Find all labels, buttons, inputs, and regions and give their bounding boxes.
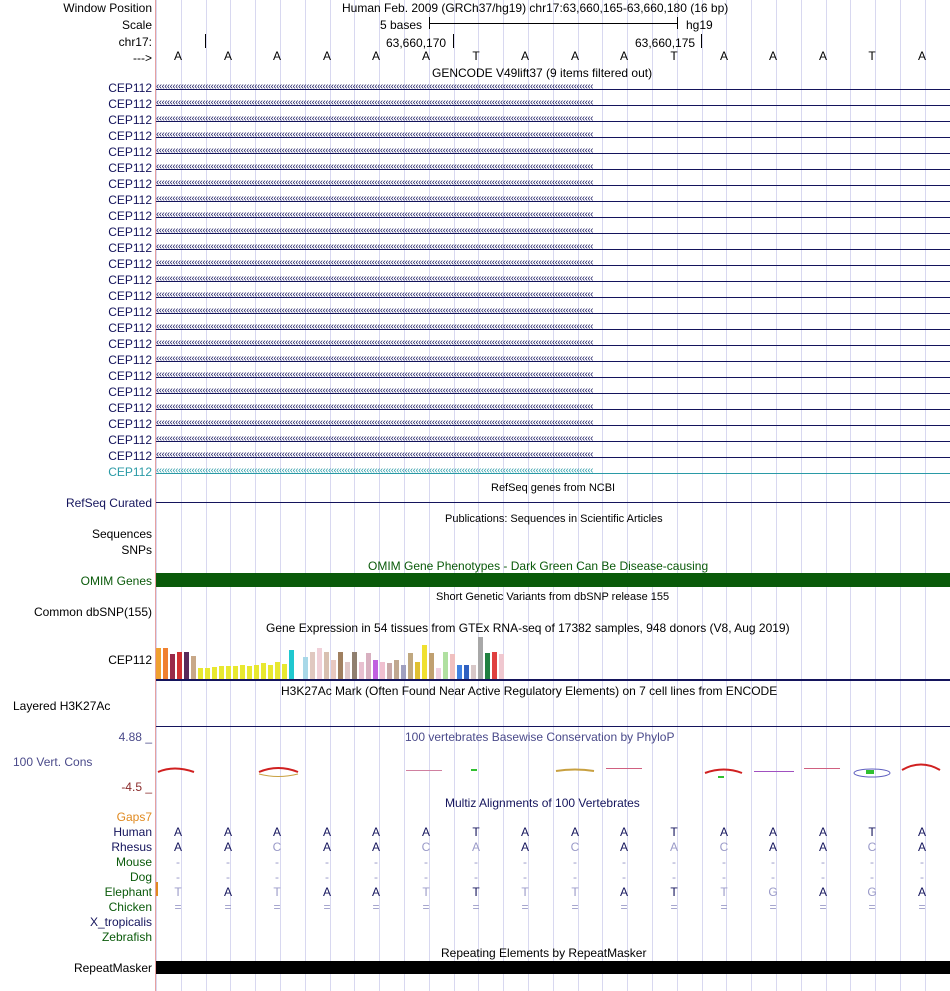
gencode-transcript[interactable] (156, 387, 950, 401)
alignment-base: G (768, 885, 778, 899)
reference-base: A (322, 49, 331, 63)
gtex-tissue-bar[interactable] (464, 665, 469, 679)
alignment-base: A (619, 825, 628, 839)
gtex-tissue-bar[interactable] (338, 652, 343, 679)
species-label-human[interactable]: Human (113, 825, 152, 839)
gencode-transcript[interactable] (156, 307, 950, 321)
reference-base: A (917, 49, 926, 63)
alignment-base: A (223, 840, 232, 854)
strand-arrows: ‹‹‹‹‹‹‹‹‹‹‹‹‹‹‹‹‹‹‹‹‹‹‹‹‹‹‹‹‹‹‹‹‹‹‹‹‹‹‹‹‹‹‹‹‹‹‹‹‹‹‹‹‹‹‹‹‹‹‹‹‹‹‹‹‹‹‹‹‹‹‹‹‹‹‹‹‹‹‹‹‹‹‹‹‹‹‹‹‹‹‹‹‹‹‹‹‹‹‹‹‹‹‹‹‹‹‹‹‹‹‹‹‹‹‹‹‹‹‹‹‹‹‹‹‹‹‹‹‹‹‹‹‹‹‹‹‹‹‹‹‹‹‹‹‹‹‹‹‹‹‹‹‹‹‹‹‹‹‹‹ (156, 179, 593, 188)
alignment-base: A (421, 825, 430, 839)
alignment-base: T (273, 885, 281, 899)
alignment-base: = (819, 900, 827, 914)
gencode-transcript[interactable] (156, 99, 950, 113)
strand-arrows: ‹‹‹‹‹‹‹‹‹‹‹‹‹‹‹‹‹‹‹‹‹‹‹‹‹‹‹‹‹‹‹‹‹‹‹‹‹‹‹‹‹‹‹‹‹‹‹‹‹‹‹‹‹‹‹‹‹‹‹‹‹‹‹‹‹‹‹‹‹‹‹‹‹‹‹‹‹‹‹‹‹‹‹‹‹‹‹‹‹‹‹‹‹‹‹‹‹‹‹‹‹‹‹‹‹‹‹‹‹‹‹‹‹‹‹‹‹‹‹‹‹‹‹‹‹‹‹‹‹‹‹‹‹‹‹‹‹‹‹‹‹‹‹‹‹‹‹‹‹‹‹‹‹‹‹‹‹‹‹‹ (156, 147, 593, 156)
gencode-transcript[interactable] (156, 371, 950, 385)
gtex-tissue-bar[interactable] (401, 665, 406, 679)
alignment-base: C (421, 840, 431, 854)
alignment-base: A (917, 840, 926, 854)
multiz-title: Multiz Alignments of 100 Vertebrates (445, 796, 640, 810)
alignment-base: T (571, 885, 579, 899)
alignment-base: - (672, 855, 676, 869)
gencode-transcript[interactable] (156, 435, 950, 449)
alignment-base: C (867, 840, 877, 854)
alignment-base: T (670, 885, 678, 899)
gencode-gene-label[interactable]: CEP112 (108, 417, 152, 431)
gencode-transcript[interactable] (156, 419, 950, 433)
gtex-tissue-bar[interactable] (408, 653, 413, 679)
alignment-base: C (272, 840, 282, 854)
alignment-base: A (619, 840, 628, 854)
alignment-base: - (722, 870, 726, 884)
reference-base: A (223, 49, 232, 63)
omim-bar[interactable] (156, 573, 950, 587)
species-label-x_tropicalis[interactable]: X_tropicalis (89, 915, 152, 929)
alignment-base: A (322, 840, 331, 854)
alignment-base: T (472, 885, 480, 899)
gtex-tissue-bar[interactable] (380, 662, 385, 679)
gtex-tissue-bar[interactable] (457, 665, 462, 679)
alignment-base: A (818, 825, 827, 839)
alignment-base: - (920, 870, 924, 884)
species-label-elephant[interactable]: Elephant (104, 885, 152, 899)
strand-arrows: ‹‹‹‹‹‹‹‹‹‹‹‹‹‹‹‹‹‹‹‹‹‹‹‹‹‹‹‹‹‹‹‹‹‹‹‹‹‹‹‹‹‹‹‹‹‹‹‹‹‹‹‹‹‹‹‹‹‹‹‹‹‹‹‹‹‹‹‹‹‹‹‹‹‹‹‹‹‹‹‹‹‹‹‹‹‹‹‹‹‹‹‹‹‹‹‹‹‹‹‹‹‹‹‹‹‹‹‹‹‹‹‹‹‹‹‹‹‹‹‹‹‹‹‹‹‹‹‹‹‹‹‹‹‹‹‹‹‹‹‹‹‹‹‹‹‹‹‹‹‹‹‹‹‹‹‹‹‹‹‹ (156, 99, 593, 108)
gencode-gene-label[interactable]: CEP112 (108, 321, 152, 335)
h3k27ac-label[interactable]: Layered H3K27Ac (13, 699, 111, 713)
gencode-gene-label[interactable]: CEP112 (108, 257, 152, 271)
gtex-tissue-bar[interactable] (303, 657, 308, 679)
alignment-base: - (176, 870, 180, 884)
reference-base: A (619, 49, 628, 63)
gtex-tissue-bar[interactable] (184, 652, 189, 679)
alignment-base: - (325, 855, 329, 869)
alignment-base: T (670, 825, 678, 839)
gencode-gene-label[interactable]: CEP112 (108, 401, 152, 415)
alignment-base: = (472, 900, 480, 914)
phylop-label[interactable]: 100 Vert. Cons (13, 755, 93, 769)
strand-label: ---> (133, 51, 152, 65)
alignment-base: A (768, 825, 777, 839)
species-label-mouse[interactable]: Mouse (115, 855, 152, 869)
reference-base: A (818, 49, 827, 63)
gtex-tissue-bar[interactable] (492, 652, 497, 679)
strand-arrows: ‹‹‹‹‹‹‹‹‹‹‹‹‹‹‹‹‹‹‹‹‹‹‹‹‹‹‹‹‹‹‹‹‹‹‹‹‹‹‹‹‹‹‹‹‹‹‹‹‹‹‹‹‹‹‹‹‹‹‹‹‹‹‹‹‹‹‹‹‹‹‹‹‹‹‹‹‹‹‹‹‹‹‹‹‹‹‹‹‹‹‹‹‹‹‹‹‹‹‹‹‹‹‹‹‹‹‹‹‹‹‹‹‹‹‹‹‹‹‹‹‹‹‹‹‹‹‹‹‹‹‹‹‹‹‹‹‹‹‹‹‹‹‹‹‹‹‹‹‹‹‹‹‹‹‹‹‹‹‹‹ (156, 83, 593, 92)
alignment-base: A (471, 840, 480, 854)
strand-arrows: ‹‹‹‹‹‹‹‹‹‹‹‹‹‹‹‹‹‹‹‹‹‹‹‹‹‹‹‹‹‹‹‹‹‹‹‹‹‹‹‹‹‹‹‹‹‹‹‹‹‹‹‹‹‹‹‹‹‹‹‹‹‹‹‹‹‹‹‹‹‹‹‹‹‹‹‹‹‹‹‹‹‹‹‹‹‹‹‹‹‹‹‹‹‹‹‹‹‹‹‹‹‹‹‹‹‹‹‹‹‹‹‹‹‹‹‹‹‹‹‹‹‹‹‹‹‹‹‹‹‹‹‹‹‹‹‹‹‹‹‹‹‹‹‹‹‹‹‹‹‹‹‹‹‹‹‹‹‹‹‹ (156, 259, 593, 268)
strand-arrows: ‹‹‹‹‹‹‹‹‹‹‹‹‹‹‹‹‹‹‹‹‹‹‹‹‹‹‹‹‹‹‹‹‹‹‹‹‹‹‹‹‹‹‹‹‹‹‹‹‹‹‹‹‹‹‹‹‹‹‹‹‹‹‹‹‹‹‹‹‹‹‹‹‹‹‹‹‹‹‹‹‹‹‹‹‹‹‹‹‹‹‹‹‹‹‹‹‹‹‹‹‹‹‹‹‹‹‹‹‹‹‹‹‹‹‹‹‹‹‹‹‹‹‹‹‹‹‹‹‹‹‹‹‹‹‹‹‹‹‹‹‹‹‹‹‹‹‹‹‹‹‹‹‹‹‹‹‹‹‹‹ (156, 275, 593, 284)
strand-arrows: ‹‹‹‹‹‹‹‹‹‹‹‹‹‹‹‹‹‹‹‹‹‹‹‹‹‹‹‹‹‹‹‹‹‹‹‹‹‹‹‹‹‹‹‹‹‹‹‹‹‹‹‹‹‹‹‹‹‹‹‹‹‹‹‹‹‹‹‹‹‹‹‹‹‹‹‹‹‹‹‹‹‹‹‹‹‹‹‹‹‹‹‹‹‹‹‹‹‹‹‹‹‹‹‹‹‹‹‹‹‹‹‹‹‹‹‹‹‹‹‹‹‹‹‹‹‹‹‹‹‹‹‹‹‹‹‹‹‹‹‹‹‹‹‹‹‹‹‹‹‹‹‹‹‹‹‹‹‹‹‹ (156, 323, 593, 332)
reference-base: T (472, 49, 480, 63)
alignment-base: T (422, 885, 430, 899)
alignment-base: - (374, 870, 378, 884)
alignment-base: A (917, 885, 926, 899)
gencode-gene-label[interactable]: CEP112 (108, 129, 152, 143)
coord-tick-2 (701, 34, 702, 48)
gencode-transcript[interactable] (156, 467, 950, 481)
gencode-gene-label[interactable]: CEP112 (108, 145, 152, 159)
gencode-transcript[interactable] (156, 131, 950, 145)
species-label-zebrafish[interactable]: Zebrafish (101, 930, 152, 944)
reference-base: T (868, 49, 876, 63)
strand-arrows: ‹‹‹‹‹‹‹‹‹‹‹‹‹‹‹‹‹‹‹‹‹‹‹‹‹‹‹‹‹‹‹‹‹‹‹‹‹‹‹‹‹‹‹‹‹‹‹‹‹‹‹‹‹‹‹‹‹‹‹‹‹‹‹‹‹‹‹‹‹‹‹‹‹‹‹‹‹‹‹‹‹‹‹‹‹‹‹‹‹‹‹‹‹‹‹‹‹‹‹‹‹‹‹‹‹‹‹‹‹‹‹‹‹‹‹‹‹‹‹‹‹‹‹‹‹‹‹‹‹‹‹‹‹‹‹‹‹‹‹‹‹‹‹‹‹‹‹‹‹‹‹‹‹‹‹‹‹‹‹‹ (156, 291, 593, 300)
gencode-transcript[interactable] (156, 291, 950, 305)
scale-text: 5 bases (380, 18, 423, 32)
gtex-tissue-bar[interactable] (254, 665, 259, 679)
reference-base: A (371, 49, 380, 63)
alignment-base: A (520, 840, 529, 854)
gtex-tissue-bar[interactable] (443, 652, 448, 679)
gencode-transcript[interactable] (156, 179, 950, 193)
gtex-tissue-bar[interactable] (198, 668, 203, 679)
strand-arrows: ‹‹‹‹‹‹‹‹‹‹‹‹‹‹‹‹‹‹‹‹‹‹‹‹‹‹‹‹‹‹‹‹‹‹‹‹‹‹‹‹‹‹‹‹‹‹‹‹‹‹‹‹‹‹‹‹‹‹‹‹‹‹‹‹‹‹‹‹‹‹‹‹‹‹‹‹‹‹‹‹‹‹‹‹‹‹‹‹‹‹‹‹‹‹‹‹‹‹‹‹‹‹‹‹‹‹‹‹‹‹‹‹‹‹‹‹‹‹‹‹‹‹‹‹‹‹‹‹‹‹‹‹‹‹‹‹‹‹‹‹‹‹‹‹‹‹‹‹‹‹‹‹‹‹‹‹‹‹‹‹ (156, 387, 593, 396)
gencode-transcript[interactable] (156, 355, 950, 369)
alignment-base: - (424, 870, 428, 884)
alignment-base: - (622, 870, 626, 884)
alignment-base: A (371, 885, 380, 899)
alignment-base: = (323, 900, 331, 914)
refseq-label[interactable]: RefSeq Curated (65, 496, 152, 510)
track-labels-column (0, 0, 155, 991)
repeatmasker-title: Repeating Elements by RepeatMasker (441, 946, 647, 960)
pubs-title: Publications: Sequences in Scientific Articles (445, 513, 663, 525)
alignment-base: = (521, 900, 529, 914)
gtex-tissue-bar[interactable] (191, 656, 196, 679)
gencode-transcript[interactable] (156, 323, 950, 337)
alignment-base: - (672, 870, 676, 884)
gtex-tissue-bar[interactable] (317, 648, 322, 679)
gtex-tissue-bar[interactable] (394, 660, 399, 679)
alignment-base: - (474, 870, 478, 884)
alignment-base: - (374, 855, 378, 869)
gtex-tissue-bar[interactable] (422, 645, 427, 679)
alignment-base: A (619, 885, 628, 899)
alignment-base: - (226, 870, 230, 884)
phylop-signal (156, 755, 950, 785)
gencode-gene-label[interactable]: CEP112 (108, 177, 152, 191)
strand-arrows: ‹‹‹‹‹‹‹‹‹‹‹‹‹‹‹‹‹‹‹‹‹‹‹‹‹‹‹‹‹‹‹‹‹‹‹‹‹‹‹‹‹‹‹‹‹‹‹‹‹‹‹‹‹‹‹‹‹‹‹‹‹‹‹‹‹‹‹‹‹‹‹‹‹‹‹‹‹‹‹‹‹‹‹‹‹‹‹‹‹‹‹‹‹‹‹‹‹‹‹‹‹‹‹‹‹‹‹‹‹‹‹‹‹‹‹‹‹‹‹‹‹‹‹‹‹‹‹‹‹‹‹‹‹‹‹‹‹‹‹‹‹‹‹‹‹‹‹‹‹‹‹‹‹‹‹‹‹‹‹‹ (156, 227, 593, 236)
alignment-base: A (371, 840, 380, 854)
gtex-tissue-bar[interactable] (177, 652, 182, 679)
track-area[interactable] (156, 0, 950, 991)
gtex-tissue-bar[interactable] (226, 666, 231, 679)
gtex-tissue-bar[interactable] (359, 662, 364, 679)
gtex-tissue-bar[interactable] (366, 653, 371, 679)
gencode-gene-label[interactable]: CEP112 (108, 193, 152, 207)
gtex-tissue-bar[interactable] (240, 665, 245, 679)
alignment-base: A (322, 885, 331, 899)
strand-arrows: ‹‹‹‹‹‹‹‹‹‹‹‹‹‹‹‹‹‹‹‹‹‹‹‹‹‹‹‹‹‹‹‹‹‹‹‹‹‹‹‹‹‹‹‹‹‹‹‹‹‹‹‹‹‹‹‹‹‹‹‹‹‹‹‹‹‹‹‹‹‹‹‹‹‹‹‹‹‹‹‹‹‹‹‹‹‹‹‹‹‹‹‹‹‹‹‹‹‹‹‹‹‹‹‹‹‹‹‹‹‹‹‹‹‹‹‹‹‹‹‹‹‹‹‹‹‹‹‹‹‹‹‹‹‹‹‹‹‹‹‹‹‹‹‹‹‹‹‹‹‹‹‹‹‹‹‹‹‹‹‹ (156, 115, 593, 124)
strand-arrows: ‹‹‹‹‹‹‹‹‹‹‹‹‹‹‹‹‹‹‹‹‹‹‹‹‹‹‹‹‹‹‹‹‹‹‹‹‹‹‹‹‹‹‹‹‹‹‹‹‹‹‹‹‹‹‹‹‹‹‹‹‹‹‹‹‹‹‹‹‹‹‹‹‹‹‹‹‹‹‹‹‹‹‹‹‹‹‹‹‹‹‹‹‹‹‹‹‹‹‹‹‹‹‹‹‹‹‹‹‹‹‹‹‹‹‹‹‹‹‹‹‹‹‹‹‹‹‹‹‹‹‹‹‹‹‹‹‹‹‹‹‹‹‹‹‹‹‹‹‹‹‹‹‹‹‹‹‹‹‹‹ (156, 163, 593, 172)
alignment-base: = (273, 900, 281, 914)
gencode-transcript[interactable] (156, 147, 950, 161)
alignment-base: = (868, 900, 876, 914)
gtex-tissue-bar[interactable] (373, 660, 378, 679)
alignment-base: T (472, 825, 480, 839)
alignment-base: A (173, 825, 182, 839)
phylop-title: 100 vertebrates Basewise Conservation by PhyloP (405, 730, 675, 744)
gencode-transcript[interactable] (156, 115, 950, 129)
strand-arrows: ‹‹‹‹‹‹‹‹‹‹‹‹‹‹‹‹‹‹‹‹‹‹‹‹‹‹‹‹‹‹‹‹‹‹‹‹‹‹‹‹‹‹‹‹‹‹‹‹‹‹‹‹‹‹‹‹‹‹‹‹‹‹‹‹‹‹‹‹‹‹‹‹‹‹‹‹‹‹‹‹‹‹‹‹‹‹‹‹‹‹‹‹‹‹‹‹‹‹‹‹‹‹‹‹‹‹‹‹‹‹‹‹‹‹‹‹‹‹‹‹‹‹‹‹‹‹‹‹‹‹‹‹‹‹‹‹‹‹‹‹‹‹‹‹‹‹‹‹‹‹‹‹‹‹‹‹‹‹‹‹ (156, 195, 593, 204)
repeatmasker-bar[interactable] (156, 961, 950, 974)
alignment-base: - (474, 855, 478, 869)
scale-bar (429, 23, 677, 24)
alignment-base: A (669, 840, 678, 854)
strand-arrows: ‹‹‹‹‹‹‹‹‹‹‹‹‹‹‹‹‹‹‹‹‹‹‹‹‹‹‹‹‹‹‹‹‹‹‹‹‹‹‹‹‹‹‹‹‹‹‹‹‹‹‹‹‹‹‹‹‹‹‹‹‹‹‹‹‹‹‹‹‹‹‹‹‹‹‹‹‹‹‹‹‹‹‹‹‹‹‹‹‹‹‹‹‹‹‹‹‹‹‹‹‹‹‹‹‹‹‹‹‹‹‹‹‹‹‹‹‹‹‹‹‹‹‹‹‹‹‹‹‹‹‹‹‹‹‹‹‹‹‹‹‹‹‹‹‹‹‹‹‹‹‹‹‹‹‹‹‹‹‹‹ (156, 371, 593, 380)
alignment-base: T (720, 885, 728, 899)
gtex-tissue-bar[interactable] (289, 650, 294, 679)
assembly-label: hg19 (686, 18, 713, 32)
gtex-tissue-bar[interactable] (429, 653, 434, 679)
gtex-tissue-bar[interactable] (212, 667, 217, 679)
species-label-rhesus[interactable]: Rhesus (111, 840, 152, 854)
strand-arrows: ‹‹‹‹‹‹‹‹‹‹‹‹‹‹‹‹‹‹‹‹‹‹‹‹‹‹‹‹‹‹‹‹‹‹‹‹‹‹‹‹‹‹‹‹‹‹‹‹‹‹‹‹‹‹‹‹‹‹‹‹‹‹‹‹‹‹‹‹‹‹‹‹‹‹‹‹‹‹‹‹‹‹‹‹‹‹‹‹‹‹‹‹‹‹‹‹‹‹‹‹‹‹‹‹‹‹‹‹‹‹‹‹‹‹‹‹‹‹‹‹‹‹‹‹‹‹‹‹‹‹‹‹‹‹‹‹‹‹‹‹‹‹‹‹‹‹‹‹‹‹‹‹‹‹‹‹‹‹‹‹ (156, 419, 593, 428)
alignment-base: A (768, 840, 777, 854)
gencode-gene-label[interactable]: CEP112 (108, 385, 152, 399)
omim-label[interactable]: OMIM Genes (80, 574, 152, 588)
alignment-base: - (771, 870, 775, 884)
alignment-base: A (520, 825, 529, 839)
alignment-base: - (722, 855, 726, 869)
gtex-baseline (156, 679, 950, 681)
alignment-base: = (670, 900, 678, 914)
gtex-tissue-bar[interactable] (247, 666, 252, 679)
strand-arrows: ‹‹‹‹‹‹‹‹‹‹‹‹‹‹‹‹‹‹‹‹‹‹‹‹‹‹‹‹‹‹‹‹‹‹‹‹‹‹‹‹‹‹‹‹‹‹‹‹‹‹‹‹‹‹‹‹‹‹‹‹‹‹‹‹‹‹‹‹‹‹‹‹‹‹‹‹‹‹‹‹‹‹‹‹‹‹‹‹‹‹‹‹‹‹‹‹‹‹‹‹‹‹‹‹‹‹‹‹‹‹‹‹‹‹‹‹‹‹‹‹‹‹‹‹‹‹‹‹‹‹‹‹‹‹‹‹‹‹‹‹‹‹‹‹‹‹‹‹‹‹‹‹‹‹‹‹‹‹‹‹ (156, 451, 593, 460)
alignment-base: G (867, 885, 877, 899)
refseq-title: RefSeq genes from NCBI (491, 482, 616, 494)
gencode-gene-label[interactable]: CEP112 (108, 209, 152, 223)
alignment-base: = (571, 900, 579, 914)
alignment-base: A (570, 825, 579, 839)
gtex-tissue-bar[interactable] (233, 666, 238, 679)
gtex-tissue-bar[interactable] (415, 662, 420, 679)
omim-title: OMIM Gene Phenotypes - Dark Green Can Be Disease-causing (368, 559, 709, 573)
species-label-chicken[interactable]: Chicken (108, 900, 152, 914)
pubs-sequences-label[interactable]: Sequences (91, 527, 152, 541)
reference-base: A (768, 49, 777, 63)
reference-base: A (173, 49, 182, 63)
gtex-tissue-bar[interactable] (331, 660, 336, 679)
alignment-base: - (424, 855, 428, 869)
gencode-transcript[interactable] (156, 163, 950, 177)
strand-arrows: ‹‹‹‹‹‹‹‹‹‹‹‹‹‹‹‹‹‹‹‹‹‹‹‹‹‹‹‹‹‹‹‹‹‹‹‹‹‹‹‹‹‹‹‹‹‹‹‹‹‹‹‹‹‹‹‹‹‹‹‹‹‹‹‹‹‹‹‹‹‹‹‹‹‹‹‹‹‹‹‹‹‹‹‹‹‹‹‹‹‹‹‹‹‹‹‹‹‹‹‹‹‹‹‹‹‹‹‹‹‹‹‹‹‹‹‹‹‹‹‹‹‹‹‹‹‹‹‹‹‹‹‹‹‹‹‹‹‹‹‹‹‹‹‹‹‹‹‹‹‹‹‹‹‹‹‹‹‹‹‹ (156, 435, 593, 444)
gencode-gene-label[interactable]: CEP112 (108, 369, 152, 383)
scale-label: Scale (121, 18, 152, 32)
alignment-base: T (868, 825, 876, 839)
gtex-tissue-bar[interactable] (324, 652, 329, 679)
gencode-gene-label[interactable]: CEP112 (108, 113, 152, 127)
strand-arrows: ‹‹‹‹‹‹‹‹‹‹‹‹‹‹‹‹‹‹‹‹‹‹‹‹‹‹‹‹‹‹‹‹‹‹‹‹‹‹‹‹‹‹‹‹‹‹‹‹‹‹‹‹‹‹‹‹‹‹‹‹‹‹‹‹‹‹‹‹‹‹‹‹‹‹‹‹‹‹‹‹‹‹‹‹‹‹‹‹‹‹‹‹‹‹‹‹‹‹‹‹‹‹‹‹‹‹‹‹‹‹‹‹‹‹‹‹‹‹‹‹‹‹‹‹‹‹‹‹‹‹‹‹‹‹‹‹‹‹‹‹‹‹‹‹‹‹‹‹‹‹‹‹‹‹‹‹‹‹‹‹ (156, 211, 593, 220)
alignment-base: = (720, 900, 728, 914)
alignment-base: - (920, 855, 924, 869)
gtex-tissue-bar[interactable] (352, 652, 357, 679)
reference-base: A (520, 49, 529, 63)
scale-bar-right-tick (677, 17, 678, 29)
coord-1: 63,660,170 (386, 36, 447, 50)
gencode-transcript[interactable] (156, 227, 950, 241)
alignment-base: - (176, 855, 180, 869)
alignment-base: - (771, 855, 775, 869)
gtex-tissue-bar[interactable] (436, 668, 441, 679)
strand-arrows: ‹‹‹‹‹‹‹‹‹‹‹‹‹‹‹‹‹‹‹‹‹‹‹‹‹‹‹‹‹‹‹‹‹‹‹‹‹‹‹‹‹‹‹‹‹‹‹‹‹‹‹‹‹‹‹‹‹‹‹‹‹‹‹‹‹‹‹‹‹‹‹‹‹‹‹‹‹‹‹‹‹‹‹‹‹‹‹‹‹‹‹‹‹‹‹‹‹‹‹‹‹‹‹‹‹‹‹‹‹‹‹‹‹‹‹‹‹‹‹‹‹‹‹‹‹‹‹‹‹‹‹‹‹‹‹‹‹‹‹‹‹‹‹‹‹‹‹‹‹‹‹‹‹‹‹‹‹‹‹‹ (156, 307, 593, 316)
gtex-tissue-bar[interactable] (219, 666, 224, 679)
gencode-transcript[interactable] (156, 451, 950, 465)
refseq-line[interactable] (156, 502, 950, 503)
alignment-base: A (719, 825, 728, 839)
gencode-gene-label[interactable]: CEP112 (108, 449, 152, 463)
gtex-tissue-bar[interactable] (345, 662, 350, 679)
reference-base: A (421, 49, 430, 63)
alignment-base: - (275, 870, 279, 884)
strand-arrows: ‹‹‹‹‹‹‹‹‹‹‹‹‹‹‹‹‹‹‹‹‹‹‹‹‹‹‹‹‹‹‹‹‹‹‹‹‹‹‹‹‹‹‹‹‹‹‹‹‹‹‹‹‹‹‹‹‹‹‹‹‹‹‹‹‹‹‹‹‹‹‹‹‹‹‹‹‹‹‹‹‹‹‹‹‹‹‹‹‹‹‹‹‹‹‹‹‹‹‹‹‹‹‹‹‹‹‹‹‹‹‹‹‹‹‹‹‹‹‹‹‹‹‹‹‹‹‹‹‹‹‹‹‹‹‹‹‹‹‹‹‹‹‹‹‹‹‹‹‹‹‹‹‹‹‹‹‹‹‹‹ (156, 339, 593, 348)
alignment-base: A (322, 825, 331, 839)
gencode-title: GENCODE V49lift37 (9 items filtered out) (432, 66, 653, 80)
alignment-base: - (821, 870, 825, 884)
gtex-tissue-bar[interactable] (499, 654, 504, 679)
gencode-transcript[interactable] (156, 259, 950, 273)
gencode-gene-label[interactable]: CEP112 (108, 97, 152, 111)
gtex-title: Gene Expression in 54 tissues from GTEx RNA-seq of 17382 samples, 948 donors (V8, Aug 2019) (266, 621, 790, 635)
gaps-label: Gaps7 (116, 810, 152, 824)
strand-arrows: ‹‹‹‹‹‹‹‹‹‹‹‹‹‹‹‹‹‹‹‹‹‹‹‹‹‹‹‹‹‹‹‹‹‹‹‹‹‹‹‹‹‹‹‹‹‹‹‹‹‹‹‹‹‹‹‹‹‹‹‹‹‹‹‹‹‹‹‹‹‹‹‹‹‹‹‹‹‹‹‹‹‹‹‹‹‹‹‹‹‹‹‹‹‹‹‹‹‹‹‹‹‹‹‹‹‹‹‹‹‹‹‹‹‹‹‹‹‹‹‹‹‹‹‹‹‹‹‹‹‹‹‹‹‹‹‹‹‹‹‹‹‹‹‹‹‹‹‹‹‹‹‹‹‹‹‹‹‹‹‹ (156, 355, 593, 364)
gencode-gene-label[interactable]: CEP112 (108, 305, 152, 319)
reference-base: T (670, 49, 678, 63)
gtex-tissue-bar[interactable] (387, 663, 392, 679)
repeatmasker-label[interactable]: RepeatMasker (73, 961, 152, 975)
gencode-gene-label[interactable]: CEP112 (108, 273, 152, 287)
alignment-base: A (917, 825, 926, 839)
alignment-base: - (226, 855, 230, 869)
gencode-transcript[interactable] (156, 195, 950, 209)
alignment-base: - (523, 870, 527, 884)
gencode-transcript[interactable] (156, 339, 950, 353)
strand-arrows: ‹‹‹‹‹‹‹‹‹‹‹‹‹‹‹‹‹‹‹‹‹‹‹‹‹‹‹‹‹‹‹‹‹‹‹‹‹‹‹‹‹‹‹‹‹‹‹‹‹‹‹‹‹‹‹‹‹‹‹‹‹‹‹‹‹‹‹‹‹‹‹‹‹‹‹‹‹‹‹‹‹‹‹‹‹‹‹‹‹‹‹‹‹‹‹‹‹‹‹‹‹‹‹‹‹‹‹‹‹‹‹‹‹‹‹‹‹‹‹‹‹‹‹‹‹‹‹‹‹‹‹‹‹‹‹‹‹‹‹‹‹‹‹‹‹‹‹‹‹‹‹‹‹‹‹‹‹‹‹‹ (156, 467, 593, 476)
alignment-base: A (818, 840, 827, 854)
coord-tick-start (205, 34, 206, 48)
alignment-base: = (620, 900, 628, 914)
strand-arrows: ‹‹‹‹‹‹‹‹‹‹‹‹‹‹‹‹‹‹‹‹‹‹‹‹‹‹‹‹‹‹‹‹‹‹‹‹‹‹‹‹‹‹‹‹‹‹‹‹‹‹‹‹‹‹‹‹‹‹‹‹‹‹‹‹‹‹‹‹‹‹‹‹‹‹‹‹‹‹‹‹‹‹‹‹‹‹‹‹‹‹‹‹‹‹‹‹‹‹‹‹‹‹‹‹‹‹‹‹‹‹‹‹‹‹‹‹‹‹‹‹‹‹‹‹‹‹‹‹‹‹‹‹‹‹‹‹‹‹‹‹‹‹‹‹‹‹‹‹‹‹‹‹‹‹‹‹‹‹‹‹ (156, 403, 593, 412)
alignment-base: A (223, 825, 232, 839)
pubs-snps-label[interactable]: SNPs (121, 543, 152, 557)
window-position-label: Window Position (63, 1, 152, 15)
gencode-gene-label[interactable]: CEP112 (108, 81, 152, 95)
h3k27ac-title: H3K27Ac Mark (Often Found Near Active Regulatory Elements) on 7 cell lines from ENCODE (281, 684, 778, 698)
gencode-gene-label[interactable]: CEP112 (108, 225, 152, 239)
gtex-tissue-bar[interactable] (282, 664, 287, 679)
alignment-base: = (372, 900, 380, 914)
alignment-base: = (422, 900, 430, 914)
gencode-transcript[interactable] (156, 243, 950, 257)
coord-2: 63,660,175 (635, 36, 696, 50)
gtex-tissue-bar[interactable] (485, 653, 490, 679)
alignment-base: A (223, 885, 232, 899)
alignment-base: - (870, 870, 874, 884)
alignment-base: - (573, 855, 577, 869)
gencode-gene-label[interactable]: CEP112 (108, 433, 152, 447)
alignment-base: A (272, 825, 281, 839)
dbsnp-label[interactable]: Common dbSNP(155) (33, 605, 152, 619)
gencode-transcript[interactable] (156, 83, 950, 97)
gtex-tissue-bar[interactable] (261, 663, 266, 679)
gtex-tissue-bar[interactable] (156, 648, 161, 679)
gtex-tissue-bar[interactable] (268, 665, 273, 679)
strand-arrows: ‹‹‹‹‹‹‹‹‹‹‹‹‹‹‹‹‹‹‹‹‹‹‹‹‹‹‹‹‹‹‹‹‹‹‹‹‹‹‹‹‹‹‹‹‹‹‹‹‹‹‹‹‹‹‹‹‹‹‹‹‹‹‹‹‹‹‹‹‹‹‹‹‹‹‹‹‹‹‹‹‹‹‹‹‹‹‹‹‹‹‹‹‹‹‹‹‹‹‹‹‹‹‹‹‹‹‹‹‹‹‹‹‹‹‹‹‹‹‹‹‹‹‹‹‹‹‹‹‹‹‹‹‹‹‹‹‹‹‹‹‹‹‹‹‹‹‹‹‹‹‹‹‹‹‹‹‹‹‹‹ (156, 131, 593, 140)
alignment-base: = (918, 900, 926, 914)
dbsnp-title: Short Genetic Variants from dbSNP release 155 (436, 591, 670, 603)
reference-base: A (570, 49, 579, 63)
gencode-gene-label[interactable]: CEP112 (108, 337, 152, 351)
gencode-gene-label[interactable]: CEP112 (108, 465, 152, 479)
coord-tick-1 (453, 34, 454, 48)
alignment-base: A (371, 825, 380, 839)
alignment-base: C (719, 840, 729, 854)
gap-marker (156, 882, 158, 896)
alignment-base: C (570, 840, 580, 854)
alignment-base: - (821, 855, 825, 869)
species-label-dog[interactable]: Dog (129, 870, 152, 884)
gtex-tissue-bar[interactable] (478, 637, 483, 679)
strand-arrows: ‹‹‹‹‹‹‹‹‹‹‹‹‹‹‹‹‹‹‹‹‹‹‹‹‹‹‹‹‹‹‹‹‹‹‹‹‹‹‹‹‹‹‹‹‹‹‹‹‹‹‹‹‹‹‹‹‹‹‹‹‹‹‹‹‹‹‹‹‹‹‹‹‹‹‹‹‹‹‹‹‹‹‹‹‹‹‹‹‹‹‹‹‹‹‹‹‹‹‹‹‹‹‹‹‹‹‹‹‹‹‹‹‹‹‹‹‹‹‹‹‹‹‹‹‹‹‹‹‹‹‹‹‹‹‹‹‹‹‹‹‹‹‹‹‹‹‹‹‹‹‹‹‹‹‹‹‹‹‹‹ (156, 243, 593, 252)
alignment-base: A (818, 885, 827, 899)
gencode-gene-label[interactable]: CEP112 (108, 161, 152, 175)
alignment-base: - (275, 855, 279, 869)
gtex-tissue-bar[interactable] (205, 668, 210, 679)
gencode-gene-label[interactable]: CEP112 (108, 353, 152, 367)
alignment-base: T (174, 885, 182, 899)
reference-base: A (272, 49, 281, 63)
gtex-tissue-bar[interactable] (163, 648, 168, 679)
alignment-base: - (573, 870, 577, 884)
gtex-tissue-bar[interactable] (310, 652, 315, 679)
alignment-base: = (769, 900, 777, 914)
alignment-base: = (224, 900, 232, 914)
gencode-transcript[interactable] (156, 403, 950, 417)
gtex-tissue-bar[interactable] (471, 665, 476, 679)
gtex-label[interactable]: CEP112 (108, 653, 152, 667)
chrom-label: chr17: (118, 35, 152, 49)
gencode-gene-label[interactable]: CEP112 (108, 289, 152, 303)
gtex-tissue-bar[interactable] (450, 654, 455, 679)
gtex-tissue-bar[interactable] (275, 662, 280, 679)
alignment-base: - (622, 855, 626, 869)
gencode-transcript[interactable] (156, 211, 950, 225)
alignment-base: = (174, 900, 182, 914)
gencode-gene-label[interactable]: CEP112 (108, 241, 152, 255)
window-title: Human Feb. 2009 (GRCh37/hg19) chr17:63,660,165-63,660,180 (16 bp) (342, 1, 729, 15)
phylop-max-label: 4.88 _ (118, 730, 152, 744)
alignment-base: A (173, 840, 182, 854)
alignment-base: - (325, 870, 329, 884)
phylop-min-label: -4.5 _ (121, 780, 152, 794)
gtex-tissue-bar[interactable] (170, 654, 175, 679)
alignment-base: T (521, 885, 529, 899)
reference-base: A (719, 49, 728, 63)
gencode-transcript[interactable] (156, 275, 950, 289)
alignment-base: - (870, 855, 874, 869)
alignment-base: - (523, 855, 527, 869)
h3k27ac-baseline (156, 726, 950, 727)
